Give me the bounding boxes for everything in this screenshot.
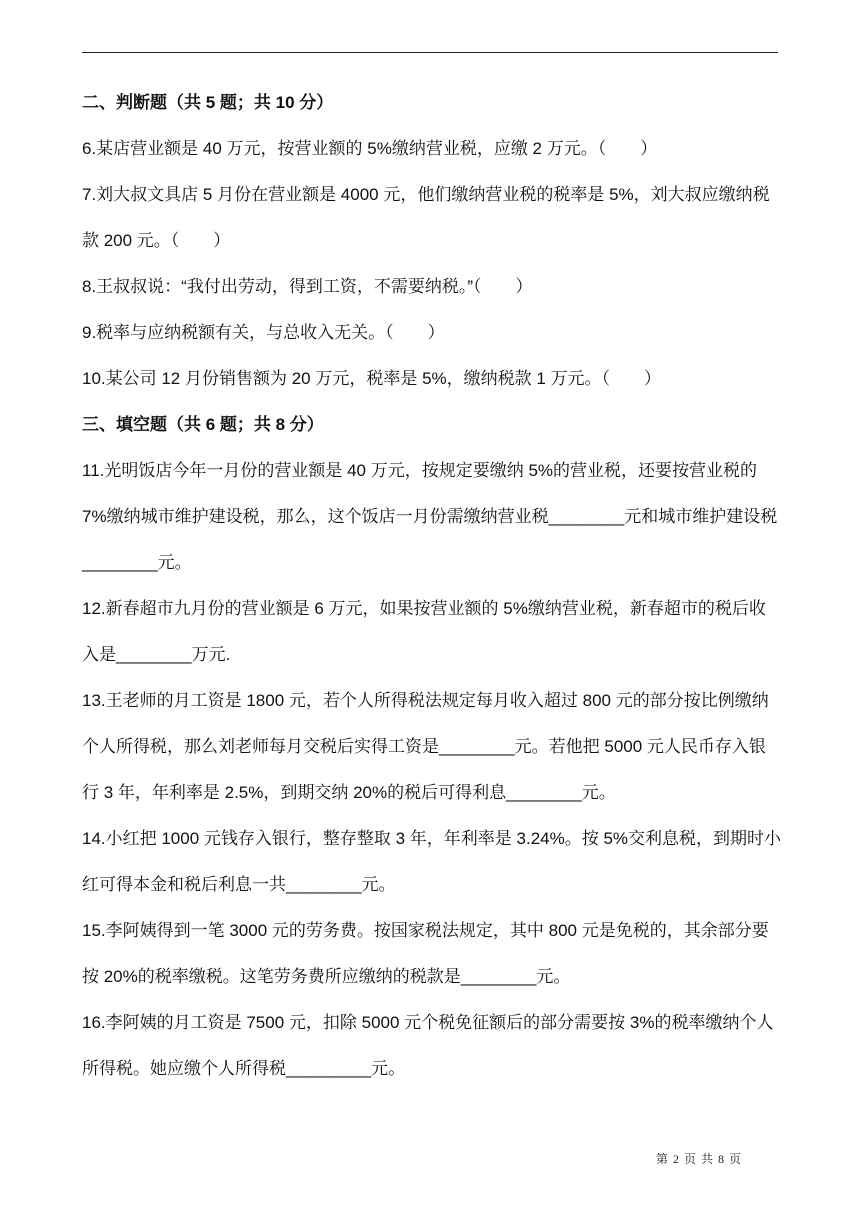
question-9: 9.税率与应纳税额有关，与总收入无关。（ ） (82, 323, 445, 342)
section-title-judge: 二、判断题（共 5 题；共 10 分） (82, 93, 334, 112)
section-title-fill: 三、填空题（共 6 题；共 8 分） (82, 415, 324, 434)
question-8: 8.王叔叔说：“我付出劳动，得到工资，不需要纳税。”（ ） (82, 277, 533, 296)
question-14: 14.小红把 1000 元钱存入银行，整存整取 3 年，年利率是 3.24%。按 5%交利息税，到期时小红可得本金和税后利息一共________元。 (82, 829, 782, 894)
question-10: 10.某公司 12 月份销售额为 20 万元，税率是 5%，缴纳税款 1 万元。（ ） (82, 369, 662, 388)
question-13: 13.王老师的月工资是 1800 元，若个人所得税法规定每月收入超过 800 元的部分按比例缴纳个人所得税，那么刘老师每月交税后实得工资是________元。若他把 5000 元人民币存入银行 3 年，年利率是 2.5%，到期交纳 20%的税后可得利息________元。 (82, 691, 769, 802)
page-number: 第 2 页 共 8 页 (656, 1152, 743, 1166)
question-11: 11.光明饭店今年一月份的营业额是 40 万元，按规定要缴纳 5%的营业税，还要按营业税的 7%缴纳城市维护建设税，那么，这个饭店一月份需缴纳营业税________元和城市维护建设税________元。 (82, 461, 778, 572)
question-15: 15.李阿姨得到一笔 3000 元的劳务费。按国家税法规定，其中 800 元是免税的，其余部分要按 20%的税率缴税。这笔劳务费所应缴纳的税款是________元。 (82, 921, 769, 986)
question-7: 7.刘大叔文具店 5 月份在营业额是 4000 元，他们缴纳营业税的税率是 5%，刘大叔应缴纳税款 200 元。（ ） (82, 185, 770, 250)
page-content (82, 80, 782, 1092)
question-6: 6.某店营业额是 40 万元，按营业额的 5%缴纳营业税，应缴 2 万元。（ ） (82, 139, 658, 158)
question-12: 12.新春超市九月份的营业额是 6 万元，如果按营业额的 5%缴纳营业税，新春超市的税后收入是________万元. (82, 599, 766, 664)
question-16: 16.李阿姨的月工资是 7500 元，扣除 5000 元个税免征额后的部分需要按 3%的税率缴纳个人所得税。她应缴个人所得税_________元。 (82, 1013, 774, 1078)
header-rule (82, 52, 778, 53)
